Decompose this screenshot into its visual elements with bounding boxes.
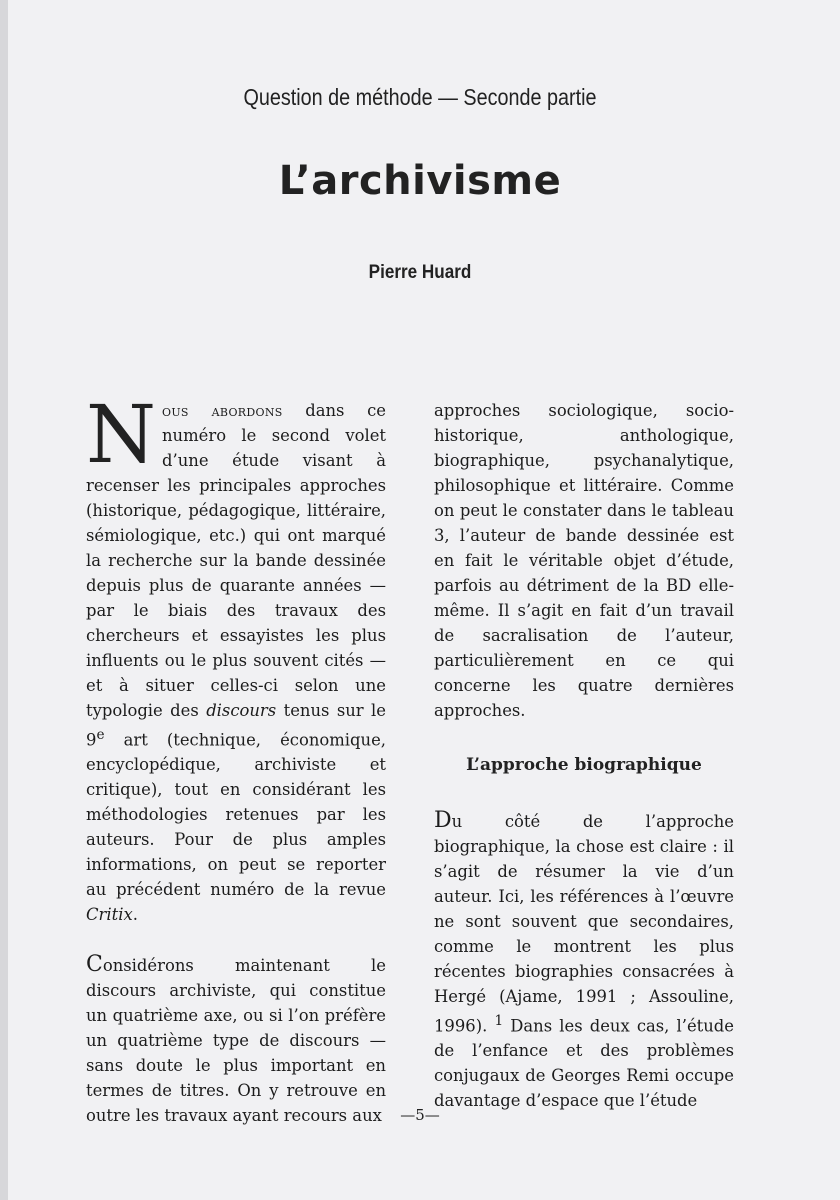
paragraph-initial: C — [86, 952, 103, 978]
second-paragraph — [86, 952, 386, 1128]
paragraph-text: tenus sur le 9 — [86, 701, 386, 750]
paragraph-text: . — [132, 905, 138, 925]
paragraph-initial: D — [434, 808, 452, 833]
intro-paragraph — [86, 388, 386, 927]
biography-paragraph — [434, 808, 734, 1113]
paragraph-text: dans ce numéro le second volet d’une étude visant à recenser les principales approches (historique, pédagogique, littéraire, sémiologique, etc.) qui ont marqué la recherche sur la bande dessinée depuis plus de quarante années — par le biais des travaux des chercheurs et essayistes les plus influents ou le plus souvent cités — et à situer celles-ci selon une typologie des — [86, 401, 386, 720]
paragraph-text: Dans les deux cas, l’étude de l’enfance et des problèmes conjugaux de Georges Remi occupe davantage d’espace que l’étude — [434, 1016, 734, 1111]
emphasis-text: discours — [206, 701, 277, 720]
superscript: e — [96, 727, 105, 743]
left-column — [86, 388, 386, 1128]
paragraph-text: u côté de l’approche biographique, la chose est claire : il s’agit de résumer la vie d’un auteur. Ici, les références à l’œuvre ne sont souvent que secondaires, comme le montrent les plus récentes biographies consacrées à Hergé (Ajame, 1991 ; Assouline, 1996). — [434, 812, 734, 1036]
small-caps-lead: ous abordons — [162, 401, 283, 420]
journal-title: Critix — [86, 905, 133, 925]
article-title: L’archivisme — [278, 158, 562, 204]
right-column — [434, 398, 734, 1113]
drop-cap: N — [86, 388, 156, 481]
series-header: Question de méthode — Seconde partie — [243, 84, 597, 110]
section-heading: L’approche biographique — [466, 755, 702, 775]
continued-paragraph: approches sociologique, socio-historique, anthologique, biographique, psychanalytique, philosophique et littéraire. Comme on peut le constater dans le tableau 3, l’auteur de bande dessinée est en fait le véritable objet d’étude, parfois au détriment de la BD elle-même. Il s’agit en fait d’un travail de sacralisation de l’auteur, particulièrement en ce qui concerne les quatre dernières approches. — [434, 401, 734, 720]
footnote-marker: 1 — [494, 1013, 504, 1029]
article-author: Pierre Huard — [368, 262, 472, 283]
page-number: —5— — [400, 1106, 440, 1124]
paragraph-text: art (technique, économique, encyclopédique, archiviste et critique), tout en considérant les méthodologies retenues par les auteurs. Pour de plus amples informations, on peut se reporter au précédent numéro de la revue — [86, 730, 386, 900]
paragraph-text: onsidérons maintenant le discours archiviste, qui constitue un quatrième axe, ou si l’on préfère un quatrième type de discours — sans doute le plus important en termes de titres. On y retrouve en outre les travaux ayant recours aux — [86, 956, 386, 1126]
